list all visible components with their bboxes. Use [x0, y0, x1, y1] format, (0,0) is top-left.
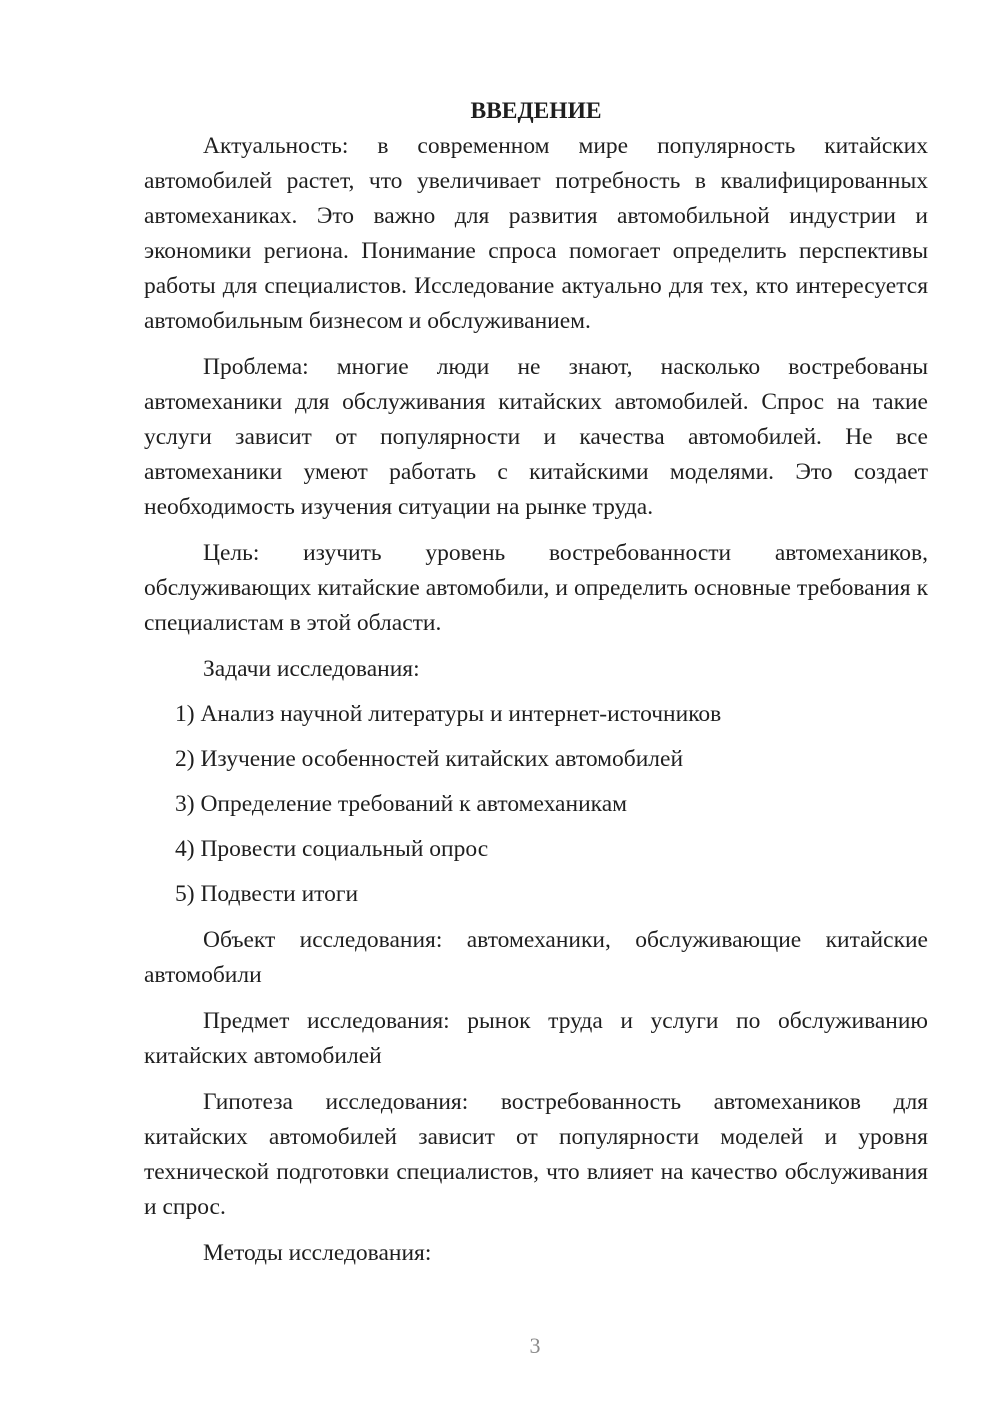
paragraph-goal: Цель: изучить уровень востребованности автомехаников, обслуживающих китайские автомобили, и определить основные требования к специалистам в этой области. [144, 540, 928, 636]
task-item-4: 4) Провести социальный опрос [175, 836, 489, 862]
task-item-5: 5) Подвести итоги [175, 881, 359, 907]
paragraph-relevance: Актуальность: в современном мире популярность китайских автомобилей растет, что увеличивает потребность в квалифицированных автомеханиках. Это важно для развития автомобильной индустрии и экономики региона. Понимание спроса помогает определить перспективы работы для специалистов. Исследование актуально для тех, кто интересуется автомобильным бизнесом и обслуживанием. [144, 133, 928, 334]
paragraph-subject: Предмет исследования: рынок труда и услуги по обслуживанию китайских автомобилей [144, 1008, 928, 1069]
page-content [144, 94, 928, 1271]
paragraph-object: Объект исследования: автомеханики, обслуживающие китайские автомобили [144, 927, 928, 988]
paragraph-tasks-intro: Задачи исследования: [203, 656, 420, 682]
paragraph-problem: Проблема: многие люди не знают, насколько востребованы автомеханики для обслуживания китайских автомобилей. Спрос на такие услуги зависит от популярности и качества автомобилей. Не все автомеханики умеют работать с китайскими моделями. Это создает необходимость изучения ситуации на рынке труда. [144, 354, 928, 520]
task-item-3: 3) Определение требований к автомеханикам [175, 791, 628, 817]
paragraph-hypothesis: Гипотеза исследования: востребованность автомехаников для китайских автомобилей зависит от популярности моделей и уровня технической подготовки специалистов, что влияет на качество обслуживания и спрос. [144, 1089, 928, 1220]
section-heading: ВВЕДЕНИЕ [470, 98, 602, 124]
task-item-1: 1) Анализ научной литературы и интернет-источников [175, 701, 722, 727]
task-item-2: 2) Изучение особенностей китайских автомобилей [175, 746, 684, 772]
page-number: 3 [529, 1333, 541, 1358]
paragraph-methods: Методы исследования: [203, 1240, 432, 1266]
